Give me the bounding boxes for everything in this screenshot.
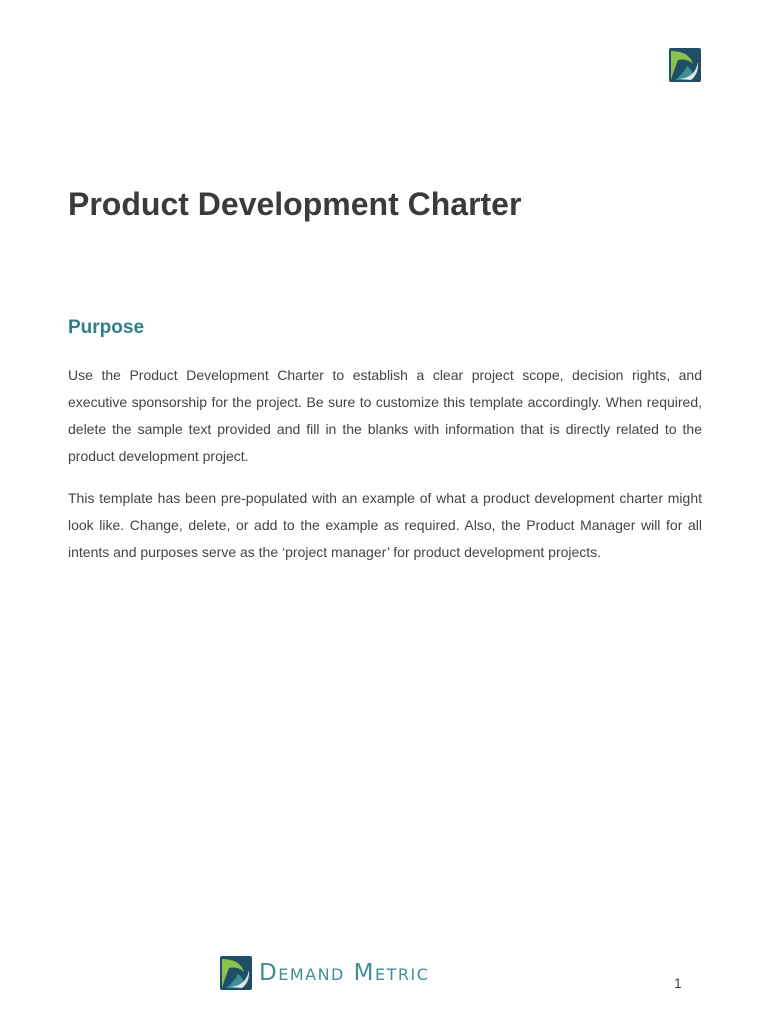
footer-brand-logo: [220, 956, 429, 990]
section-heading-purpose: Purpose: [68, 317, 145, 338]
demand-metric-logo-icon: [669, 48, 701, 82]
document-title: Product Development Charter: [68, 186, 522, 222]
page-number: 1: [674, 975, 682, 991]
purpose-paragraph-2: This template has been pre-populated with an example of what a product development charter might look like. Change, delete, or add to the example as required. Also, the Product Manager will for all intents and purposes serve as the ‘project manager’ for product development projects.: [68, 490, 702, 560]
purpose-paragraph-1: Use the Product Development Charter to establish a clear project scope, decision rights, and executive sponsorship for the project. Be sure to customize this template accordingly. When required, delete the sample text provided and fill in the blanks with information that is directly related to the product development project.: [68, 367, 702, 464]
brand-wordmark: Demand Metric: [259, 960, 430, 986]
demand-metric-logo-icon: [220, 956, 252, 990]
